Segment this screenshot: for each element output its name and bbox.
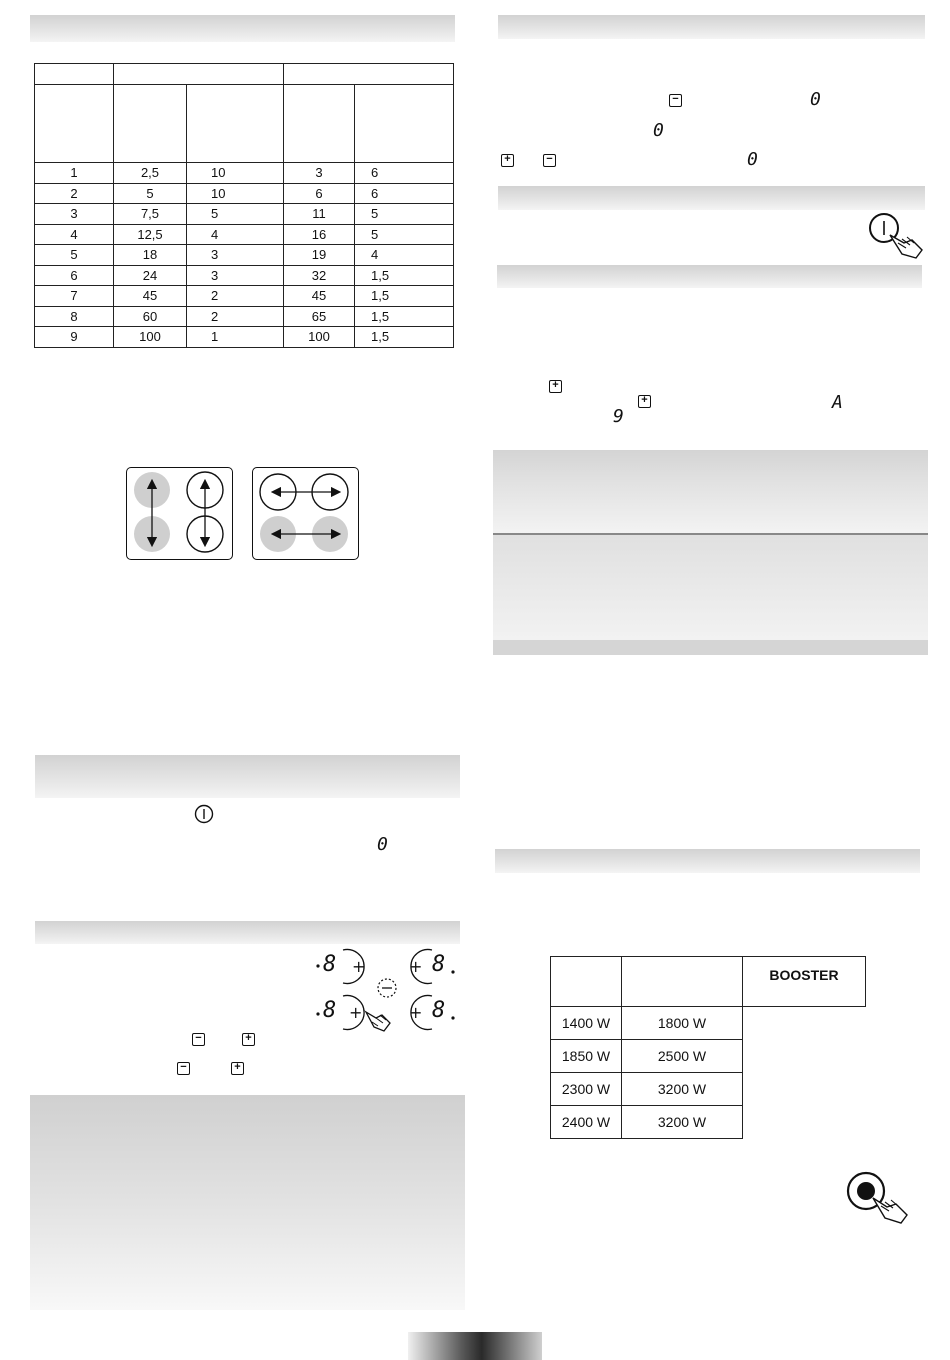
right-header-bar-2 [498,186,925,210]
table-cell: 12,5 [114,224,187,245]
table-cell: 1800 W [622,1007,743,1040]
table-cell: 5 [114,183,187,204]
table-cell: 8 [35,306,114,327]
minus-button-icon: − [192,1033,205,1046]
svg-text:+: + [352,957,366,976]
right-thin-bar [493,640,928,655]
power-table [550,956,866,1139]
table-cell: 3 [35,204,114,225]
display-zero-3: 0 [747,149,758,170]
power-press-icon [866,211,926,257]
table-row [551,1073,866,1106]
table-cell: 1400 W [551,1007,622,1040]
table-cell: 4 [355,245,454,266]
page-tab [408,1332,542,1360]
table-cell: 2 [187,286,284,307]
minus-button-icon-3: − [669,94,682,107]
panel-digit-bl: 8 [323,998,337,1023]
table-row [551,1007,866,1040]
right-header-bar-4 [495,849,920,873]
table-cell: 24 [114,265,187,286]
table-cell: 6 [35,265,114,286]
table-cell: 7 [35,286,114,307]
table-cell: 65 [284,306,355,327]
table-cell: 2 [187,306,284,327]
table-cell: 1,5 [355,286,454,307]
table-cell: 5 [355,204,454,225]
table-cell: 5 [35,245,114,266]
booster-press-icon [845,1170,911,1222]
table-cell: 11 [284,204,355,225]
plus-button-icon: + [242,1033,255,1046]
right-note-panel-1 [493,450,928,534]
table-cell: 45 [284,286,355,307]
display-zero-digit: 0 [377,834,388,855]
table-row [551,1106,866,1139]
table-cell: 60 [114,306,187,327]
panel-digit-tr: 8 [432,952,446,977]
table-cell: 45 [114,286,187,307]
table-cell: 3200 W [622,1073,743,1106]
table-cell: 5 [187,204,284,225]
table-cell: 3 [187,265,284,286]
svg-text:+: + [409,1003,423,1022]
table-cell: 10 [187,163,284,184]
svg-text:+: + [349,1003,363,1022]
table-cell: 3 [284,163,355,184]
minus-button-icon-4: − [543,154,556,167]
table-cell: 1 [35,163,114,184]
display-a: A [832,392,843,413]
table-cell: 1850 W [551,1040,622,1073]
table-cell: 5 [355,224,454,245]
table-cell: 2500 W [622,1040,743,1073]
table-cell: 1,5 [355,306,454,327]
table-cell: 10 [187,183,284,204]
left-note-panel [30,1095,465,1310]
table-cell: 6 [355,183,454,204]
right-note-panel-2 [493,535,928,640]
table-cell: 32 [284,265,355,286]
plus-button-icon-3: + [501,154,514,167]
table-cell: 18 [114,245,187,266]
table-cell: 6 [355,163,454,184]
table-cell: 19 [284,245,355,266]
table-cell: 7,5 [114,204,187,225]
display-nine: 9 [613,406,624,427]
svg-text:+: + [409,957,423,976]
booster-header: BOOSTER [743,957,866,1007]
plus-button-icon-2: + [231,1062,244,1075]
table-cell: 2400 W [551,1106,622,1139]
panel-digit-br: 8 [432,998,446,1023]
table-cell: 1,5 [355,327,454,348]
plus-button-icon-5: + [638,395,651,408]
panel-digit-tl: 8 [323,952,337,977]
table-cell: 100 [284,327,355,348]
right-header-bar-3 [497,265,922,288]
table-cell: 1 [187,327,284,348]
table-cell: 1,5 [355,265,454,286]
table-cell: 4 [35,224,114,245]
table-row [551,1040,866,1073]
right-header-bar-1 [498,15,925,39]
plus-button-icon-4: + [549,380,562,393]
table-cell: 16 [284,224,355,245]
display-zero-1: 0 [810,89,821,110]
table-cell: 3 [187,245,284,266]
display-zero-2: 0 [653,120,664,141]
minus-button-icon-2: − [177,1062,190,1075]
table-cell: 6 [284,183,355,204]
table-cell: 2 [35,183,114,204]
table-cell: 2300 W [551,1073,622,1106]
table-cell: 9 [35,327,114,348]
table-cell: 3200 W [622,1106,743,1139]
table-cell: 2,5 [114,163,187,184]
table-cell: 100 [114,327,187,348]
table-cell: 4 [187,224,284,245]
